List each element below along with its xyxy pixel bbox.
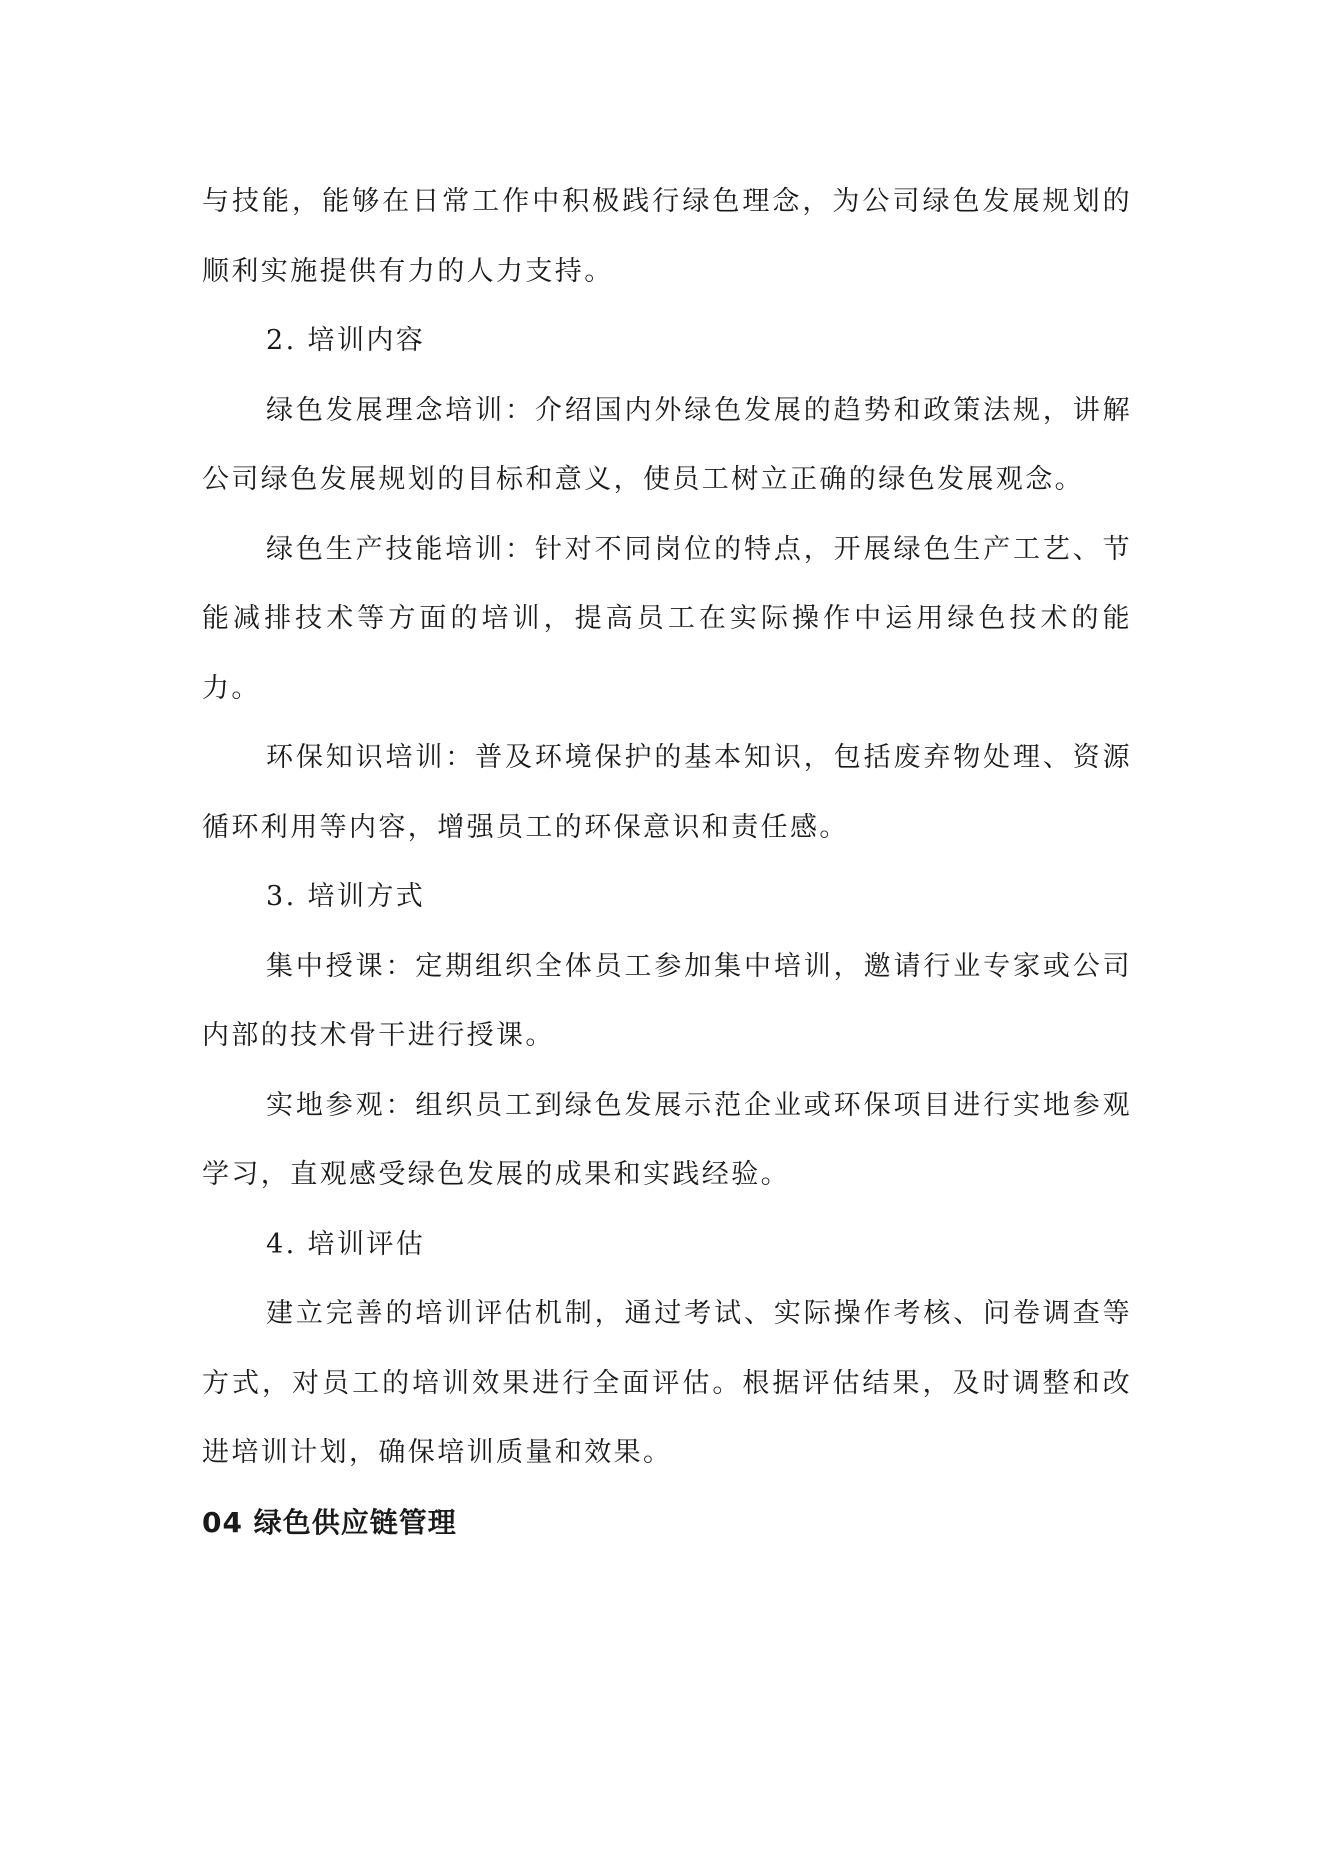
paragraph-green-concept-training: 绿色发展理念培训：介绍国内外绿色发展的趋势和政策法规，讲解公司绿色发展规划的目标和意义，使员工树立正确的绿色发展观念。 [202,394,1132,495]
paragraph-evaluation-mechanism: 建立完善的培训评估机制，通过考试、实际操作考核、问卷调查等方式，对员工的培训效果进行全面评估。根据评估结果，及时调整和改进培训计划，确保培训质量和效果。 [202,1298,1132,1468]
paragraph-centralized-lectures: 集中授课：定期组织全体员工参加集中培训，邀请行业专家或公司内部的技术骨干进行授课。 [202,950,1132,1051]
section-heading-green-supply-chain: 04 绿色供应链管理 [202,1505,457,1539]
paragraph-site-visits: 实地参观：组织员工到绿色发展示范企业或环保项目进行实地参观学习，直观感受绿色发展的成果和实践经验。 [202,1089,1132,1190]
subheading-training-content: 2. 培训内容 [266,325,426,356]
paragraph-environmental-knowledge-training: 环保知识培训：普及环境保护的基本知识，包括废弃物处理、资源循环利用等内容，增强员工的环保意识和责任感。 [202,742,1132,843]
document-body [202,167,1132,1557]
paragraph-green-production-training: 绿色生产技能培训：针对不同岗位的特点，开展绿色生产工艺、节能减排技术等方面的培训，提高员工在实际操作中运用绿色技术的能力。 [202,533,1132,704]
subheading-training-methods: 3. 培训方式 [266,881,426,912]
paragraph-skills-continuation: 与技能，能够在日常工作中积极践行绿色理念，为公司绿色发展规划的顺利实施提供有力的人力支持。 [202,186,1132,287]
subheading-training-evaluation: 4. 培训评估 [266,1228,426,1260]
